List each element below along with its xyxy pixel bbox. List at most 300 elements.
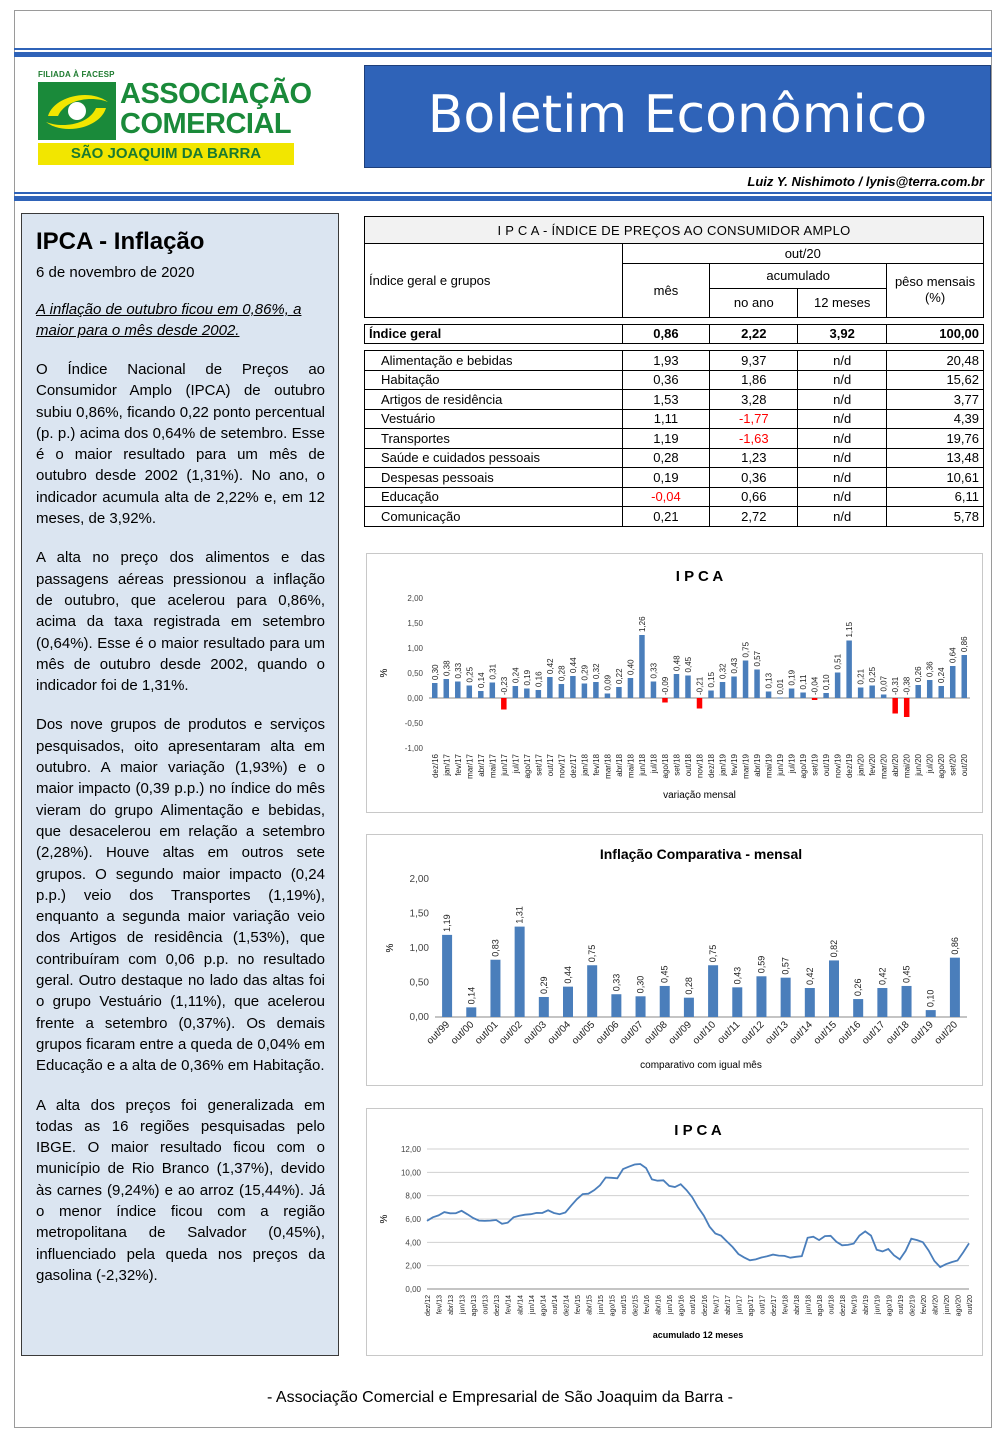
data-label: 0,45 [683, 656, 693, 673]
data-label: 0,25 [868, 666, 878, 683]
bar [938, 686, 944, 698]
x-tick-label: jan/19 [718, 754, 728, 776]
x-tick-label: out/11 [715, 1019, 743, 1047]
y-axis-label: % [379, 668, 390, 678]
data-label: 0,19 [787, 669, 797, 686]
data-label: 0,86 [960, 636, 970, 652]
bar [684, 998, 694, 1017]
x-tick-label: mai/20 [902, 754, 912, 779]
data-label: 0,24 [511, 667, 521, 683]
table-row [365, 351, 984, 371]
bar [547, 677, 553, 698]
x-tick-label: dez/17 [770, 1295, 778, 1317]
x-tick-label: jun/17 [736, 1295, 744, 1315]
row-peso: 4,39 [887, 409, 984, 429]
data-label: 0,44 [568, 657, 578, 673]
x-tick-label: out/18 [683, 754, 693, 777]
data-label: 0,10 [822, 674, 832, 690]
x-tick-label: jun/18 [805, 1295, 813, 1315]
row-12m: n/d [798, 468, 887, 488]
x-tick-label: out/16 [690, 1295, 698, 1315]
bar [442, 935, 452, 1017]
x-tick-label: fev/17 [713, 1295, 721, 1315]
x-tick-label: dez/17 [568, 754, 578, 779]
bar [467, 686, 473, 699]
x-tick-label: jul/19 [787, 754, 797, 774]
x-tick-label: out/17 [545, 754, 555, 777]
table-col-peso: pêso mensais (%) [887, 263, 984, 317]
bar [731, 677, 737, 699]
y-tick-label: 10,00 [400, 1168, 421, 1178]
y-tick-label: 8,00 [405, 1191, 421, 1201]
x-tick-label: jun/14 [528, 1295, 536, 1315]
row-12m: 3,92 [798, 324, 887, 344]
table-row [365, 487, 984, 507]
x-tick-label: mar/18 [603, 754, 613, 779]
row-ano: 9,37 [710, 351, 798, 371]
row-ano: 1,86 [710, 370, 798, 390]
row-peso: 13,48 [887, 448, 984, 468]
data-label: 0,28 [683, 977, 694, 995]
row-ano: 1,23 [710, 448, 798, 468]
bar [559, 684, 565, 698]
x-tick-label: fev/15 [574, 1295, 582, 1315]
x-tick-label: out/08 [642, 1019, 670, 1047]
data-label: 0,75 [741, 641, 751, 658]
x-tick-label: nov/19 [833, 754, 843, 779]
chart-title: I P C A [674, 1122, 722, 1139]
bar [800, 693, 806, 699]
article-panel [21, 213, 339, 1356]
x-tick-label: ago/20 [937, 754, 947, 779]
x-tick-label: out/17 [860, 1019, 888, 1047]
data-label: 0,16 [534, 671, 544, 687]
x-tick-label: jul/20 [925, 754, 935, 774]
x-tick-label: jun/17 [499, 754, 509, 776]
x-tick-label: dez/16 [430, 754, 440, 779]
x-tick-label: ago/15 [609, 1295, 617, 1317]
bar [756, 976, 766, 1017]
x-tick-label: dez/15 [632, 1295, 640, 1317]
x-tick-label: jun/19 [776, 754, 786, 776]
bar [636, 996, 646, 1017]
chart-inflation-comparison-svg [367, 835, 982, 1085]
y-tick-label: 0,00 [407, 694, 423, 703]
data-label: 0,33 [611, 973, 622, 992]
x-tick-label: jun/15 [597, 1295, 605, 1315]
bar [789, 689, 795, 699]
table-col-acumulado: acumulado [710, 263, 887, 288]
x-tick-label: jun/13 [459, 1295, 467, 1315]
bar [616, 687, 622, 698]
x-tick-label: out/01 [473, 1019, 501, 1047]
data-label: 0,45 [901, 965, 912, 983]
x-tick-label: out/13 [763, 1019, 791, 1047]
row-ano: -1,77 [710, 409, 798, 429]
bar [478, 691, 484, 698]
bar [490, 960, 500, 1017]
x-tick-label: jan/17 [442, 754, 452, 776]
line-series [427, 1164, 969, 1267]
data-label: 0,32 [718, 663, 728, 679]
bar [835, 673, 841, 699]
x-tick-label: mar/19 [741, 754, 751, 779]
table-row [365, 507, 984, 527]
data-label: 0,19 [522, 669, 532, 686]
bar [961, 655, 967, 698]
y-tick-label: 1,00 [409, 943, 429, 954]
association-logo [38, 70, 312, 166]
logo-name-line1: ASSOCIAÇÃO [120, 78, 312, 110]
row-name: Educação [365, 487, 623, 507]
y-tick-label: 4,00 [405, 1238, 421, 1248]
x-tick-label: out/19 [822, 754, 832, 777]
x-tick-label: out/14 [551, 1295, 559, 1315]
data-label: 0,26 [914, 666, 924, 682]
x-tick-label: out/07 [618, 1019, 646, 1047]
bar [926, 1010, 936, 1017]
x-tick-label: jul/18 [649, 754, 659, 774]
row-name: Despesas pessoais [365, 468, 623, 488]
bar [639, 635, 645, 698]
x-tick-label: abr/20 [932, 1295, 940, 1315]
article-lead: A inflação de outubro ficou em 0,86%, a maior para o mês desde 2002. [36, 301, 302, 339]
x-tick-label: out/02 [497, 1019, 525, 1047]
y-tick-label: 0,00 [409, 1012, 429, 1023]
x-tick-label: abr/16 [655, 1295, 663, 1315]
table-col-12m: 12 meses [798, 288, 887, 317]
x-tick-label: ago/20 [955, 1295, 963, 1317]
bar [593, 682, 599, 698]
data-label: 0,51 [833, 653, 843, 670]
data-label: 0,83 [490, 939, 501, 957]
x-tick-label: abr/20 [891, 754, 901, 777]
x-tick-label: dez/18 [707, 754, 717, 779]
row-ano: 0,36 [710, 468, 798, 488]
row-name: Comunicação [365, 507, 623, 527]
bar [660, 986, 670, 1017]
x-tick-label: ago/18 [660, 754, 670, 779]
x-tick-label: abr/14 [517, 1295, 525, 1315]
logo-city-band: SÃO JOAQUIM DA BARRA [38, 143, 294, 165]
chart-inflation-comparison [366, 834, 983, 1086]
y-tick-label: 1,00 [407, 644, 423, 653]
data-label: 1,19 [442, 914, 453, 932]
x-tick-label: abr/18 [794, 1295, 802, 1315]
chart-title: I P C A [675, 568, 724, 585]
x-tick-label: ago/19 [799, 754, 809, 779]
data-label: 0,25 [465, 666, 475, 683]
data-label: 0,10 [925, 989, 936, 1008]
x-tick-label: dez/16 [701, 1295, 709, 1317]
bar [515, 927, 525, 1017]
bar [846, 641, 852, 699]
y-tick-label: -0,50 [404, 719, 423, 728]
data-label: 0,01 [776, 678, 786, 695]
row-mes: 1,11 [622, 409, 710, 429]
bar [582, 684, 588, 699]
row-mes: 1,53 [622, 390, 710, 410]
logo-filiada-text: FILIADA À FACESP [38, 70, 115, 79]
row-12m: n/d [798, 409, 887, 429]
x-tick-label: out/03 [521, 1019, 549, 1047]
x-tick-label: out/06 [594, 1019, 622, 1047]
row-peso: 6,11 [887, 487, 984, 507]
x-tick-label: out/16 [835, 1019, 864, 1047]
data-label: 0,22 [614, 668, 624, 684]
data-label: 0,57 [780, 957, 791, 975]
row-peso: 10,61 [887, 468, 984, 488]
bar [651, 682, 657, 699]
x-tick-label: out/18 [884, 1019, 912, 1047]
row-mes: 0,28 [622, 448, 710, 468]
bar [563, 987, 573, 1017]
article-paragraph: O Índice Nacional de Preços ao Consumidor Amplo (IPCA) de outubro subiu 0,86%, ficando 0,22 ponto percentual (p. p.) acima dos 0,64% de setembro. Esse é o maior resultado para um mês de outubro desde 2002 (1,31%). No ano, o indicador acumula alta de 2,22% e, em 12 meses, de 3,92%. [36, 361, 325, 528]
bar [858, 688, 864, 699]
table-col-no-ano: no ano [710, 288, 798, 317]
table-row-general [365, 324, 984, 344]
bar [605, 694, 611, 699]
y-tick-label: 0,50 [409, 977, 429, 989]
table-title: I P C A - ÍNDICE DE PREÇOS AO CONSUMIDOR AMPLO [365, 217, 984, 244]
x-tick-label: abr/13 [448, 1295, 456, 1315]
data-label: -0,09 [660, 676, 670, 695]
bar [708, 691, 714, 699]
data-label: 0,26 [853, 978, 864, 997]
chart-ipca-12m [366, 1108, 983, 1356]
x-tick-label: ago/16 [678, 1295, 686, 1317]
row-mes: 1,93 [622, 351, 710, 371]
data-label: 0,45 [659, 965, 670, 983]
x-tick-label: abr/17 [476, 754, 486, 777]
y-tick-label: 6,00 [405, 1215, 421, 1224]
data-label: 0,30 [430, 664, 440, 680]
data-label: 0,29 [538, 976, 549, 994]
x-tick-label: dez/19 [845, 754, 855, 779]
x-tick-label: dez/12 [425, 1295, 432, 1317]
row-mes: 0,19 [622, 468, 710, 488]
x-tick-label: out/19 [897, 1295, 905, 1315]
x-axis-label: acumulado 12 meses [652, 1330, 744, 1340]
row-peso: 3,77 [887, 390, 984, 410]
data-label: 0,43 [730, 657, 740, 674]
x-axis-label: variação mensal [663, 790, 736, 801]
chart-title: Inflação Comparativa - mensal [599, 846, 803, 862]
bar [444, 679, 450, 698]
row-12m: n/d [798, 390, 887, 410]
x-tick-label: ago/13 [471, 1295, 479, 1317]
data-label: 0,28 [557, 665, 567, 681]
x-tick-label: fev/19 [730, 754, 740, 776]
data-label: 0,21 [856, 668, 866, 685]
data-label: 0,82 [829, 939, 839, 958]
footer-text: - Associação Comercial e Empresarial de São Joaquim da Barra - [267, 1389, 733, 1406]
data-label: 0,13 [764, 672, 774, 689]
x-tick-label: out/10 [690, 1019, 719, 1047]
x-tick-label: abr/19 [753, 754, 763, 777]
x-tick-label: jun/19 [874, 1295, 882, 1315]
x-tick-label: dez/19 [909, 1295, 917, 1317]
top-rule [14, 48, 992, 50]
data-label: 0,32 [591, 663, 601, 679]
y-axis-label: % [379, 1214, 390, 1224]
row-mes: 0,86 [622, 324, 710, 344]
bar [539, 997, 549, 1017]
x-tick-label: set/18 [672, 754, 682, 776]
x-tick-label: ago/17 [522, 754, 532, 779]
x-tick-label: fev/18 [591, 754, 601, 776]
y-tick-label: -1,00 [404, 744, 423, 753]
bar [950, 666, 956, 698]
data-label: 0,15 [707, 671, 717, 688]
article-paragraph: A alta no preço dos alimentos e das passagens aéreas pressionou a inflação de outubro, que acelerou para 0,86%, acima da taxa registrada em setembro (0,64%). Esse é o maior resultado para um mês de outubro desde 2002, quando o indicador foi de 1,31%. [36, 549, 325, 695]
x-tick-label: set/17 [534, 754, 544, 776]
data-label: 1,31 [514, 906, 525, 924]
x-tick-label: dez/14 [563, 1295, 571, 1317]
data-label: 0,42 [877, 967, 888, 986]
author-line: Luiz Y. Nishimoto / lynis@terra.com.br [747, 174, 984, 189]
bar [685, 676, 691, 699]
data-label: 0,38 [442, 660, 452, 676]
table-row-header: Índice geral e grupos [365, 244, 623, 318]
x-tick-label: abr/18 [614, 754, 624, 777]
bar [777, 698, 783, 699]
x-tick-label: set/19 [810, 754, 820, 776]
mid-bar [14, 196, 992, 201]
chart-ipca-12m-svg [367, 1109, 982, 1355]
row-name: Alimentação e bebidas [365, 351, 623, 371]
data-label: 0,33 [453, 662, 463, 679]
x-tick-label: fev/14 [505, 1295, 513, 1315]
y-tick-label: 2,00 [405, 1261, 421, 1271]
x-tick-label: fev/16 [644, 1295, 652, 1315]
row-mes: -0,04 [622, 487, 710, 507]
x-tick-label: fev/13 [436, 1295, 444, 1315]
y-tick-label: 0,50 [407, 669, 423, 678]
row-name: Saúde e cuidados pessoais [365, 448, 623, 468]
row-peso: 100,00 [887, 324, 984, 344]
x-tick-label: dez/13 [494, 1295, 502, 1317]
bar [587, 965, 597, 1017]
row-ano: 3,28 [710, 390, 798, 410]
x-tick-label: ago/18 [817, 1295, 825, 1317]
x-tick-label: jun/20 [914, 754, 924, 776]
row-name: Índice geral [365, 324, 623, 344]
bar [823, 693, 829, 698]
bar [732, 987, 742, 1017]
bar [892, 698, 898, 714]
x-tick-label: out/14 [787, 1019, 815, 1047]
data-label: 0,07 [879, 675, 889, 692]
x-tick-label: abr/15 [586, 1295, 594, 1315]
mid-rule [14, 192, 992, 194]
bar [766, 692, 772, 699]
bar [708, 965, 718, 1017]
data-label: -0,23 [499, 676, 509, 695]
data-label: -0,38 [902, 676, 912, 695]
row-12m: n/d [798, 448, 887, 468]
bar [662, 698, 668, 703]
bar [915, 685, 921, 698]
x-tick-label: mai/18 [626, 754, 636, 779]
table-row [365, 429, 984, 449]
x-tick-label: out/20 [967, 1295, 974, 1315]
x-tick-label: out/20 [932, 1019, 961, 1047]
row-mes: 1,19 [622, 429, 710, 449]
x-tick-label: jan/18 [580, 754, 590, 776]
bar [812, 698, 818, 700]
row-name: Artigos de residência [365, 390, 623, 410]
x-tick-label: out/05 [569, 1019, 598, 1047]
ipca-table [364, 216, 984, 527]
y-tick-label: 2,00 [409, 874, 429, 885]
data-label: 0,29 [580, 664, 590, 681]
bar [536, 690, 542, 698]
data-label: 0,24 [937, 667, 947, 683]
chart-ipca-monthly [366, 553, 983, 813]
bar [927, 680, 933, 698]
y-tick-label: 1,50 [409, 908, 429, 920]
data-label: 0,44 [563, 966, 573, 984]
bar [611, 994, 621, 1017]
row-12m: n/d [798, 351, 887, 371]
table-period: out/20 [622, 244, 983, 264]
table-row [365, 448, 984, 468]
row-peso: 15,62 [887, 370, 984, 390]
data-label: 0,48 [672, 655, 682, 671]
y-tick-label: 0,00 [405, 1285, 421, 1294]
x-tick-label: out/15 [811, 1019, 840, 1047]
data-label: 0,11 [799, 674, 809, 690]
bar [466, 1007, 476, 1017]
bar [869, 686, 875, 699]
bar [674, 674, 680, 698]
article-paragraph: A alta dos preços foi generalizada em todas as 16 regiões pesquisadas pelo IBGE. O maior resultado ficou com o município de Rio Branco (1,37%), devido às carnes (9,24%) e ao arroz (15,44%). Já o menor índice ficou com a região metropolitana de Salvador (0,45%), influenciado pela queda nos preços da gasolina (-2,32%). [36, 1096, 325, 1284]
data-label: 0,59 [756, 955, 767, 974]
bar [805, 988, 815, 1017]
x-tick-label: jun/16 [667, 1295, 675, 1315]
bar [570, 676, 576, 698]
data-label: 0,75 [708, 944, 719, 963]
bar [513, 686, 519, 698]
table-row [365, 390, 984, 410]
x-tick-label: out/20 [960, 754, 970, 777]
bar [720, 682, 726, 698]
row-12m: n/d [798, 487, 887, 507]
article-title: IPCA - Inflação [36, 228, 205, 255]
x-tick-label: out/15 [621, 1295, 629, 1315]
row-name: Transportes [365, 429, 623, 449]
top-bar [14, 52, 992, 57]
article-date: 6 de novembro de 2020 [36, 264, 195, 281]
data-label: 0,14 [476, 672, 486, 688]
row-peso: 5,78 [887, 507, 984, 527]
bar [754, 670, 760, 699]
data-label: -0,31 [891, 676, 901, 695]
bar [853, 999, 863, 1017]
data-label: 1,26 [637, 616, 647, 632]
row-12m: n/d [798, 370, 887, 390]
data-label: 0,57 [753, 650, 763, 667]
x-tick-label: out/00 [448, 1019, 477, 1047]
bar [881, 695, 887, 699]
data-label: 0,40 [626, 659, 636, 675]
bar [697, 698, 703, 709]
row-ano: 2,72 [710, 507, 798, 527]
row-12m: n/d [798, 429, 887, 449]
x-tick-label: abr/19 [863, 1295, 871, 1315]
data-label: 1,15 [845, 621, 855, 638]
